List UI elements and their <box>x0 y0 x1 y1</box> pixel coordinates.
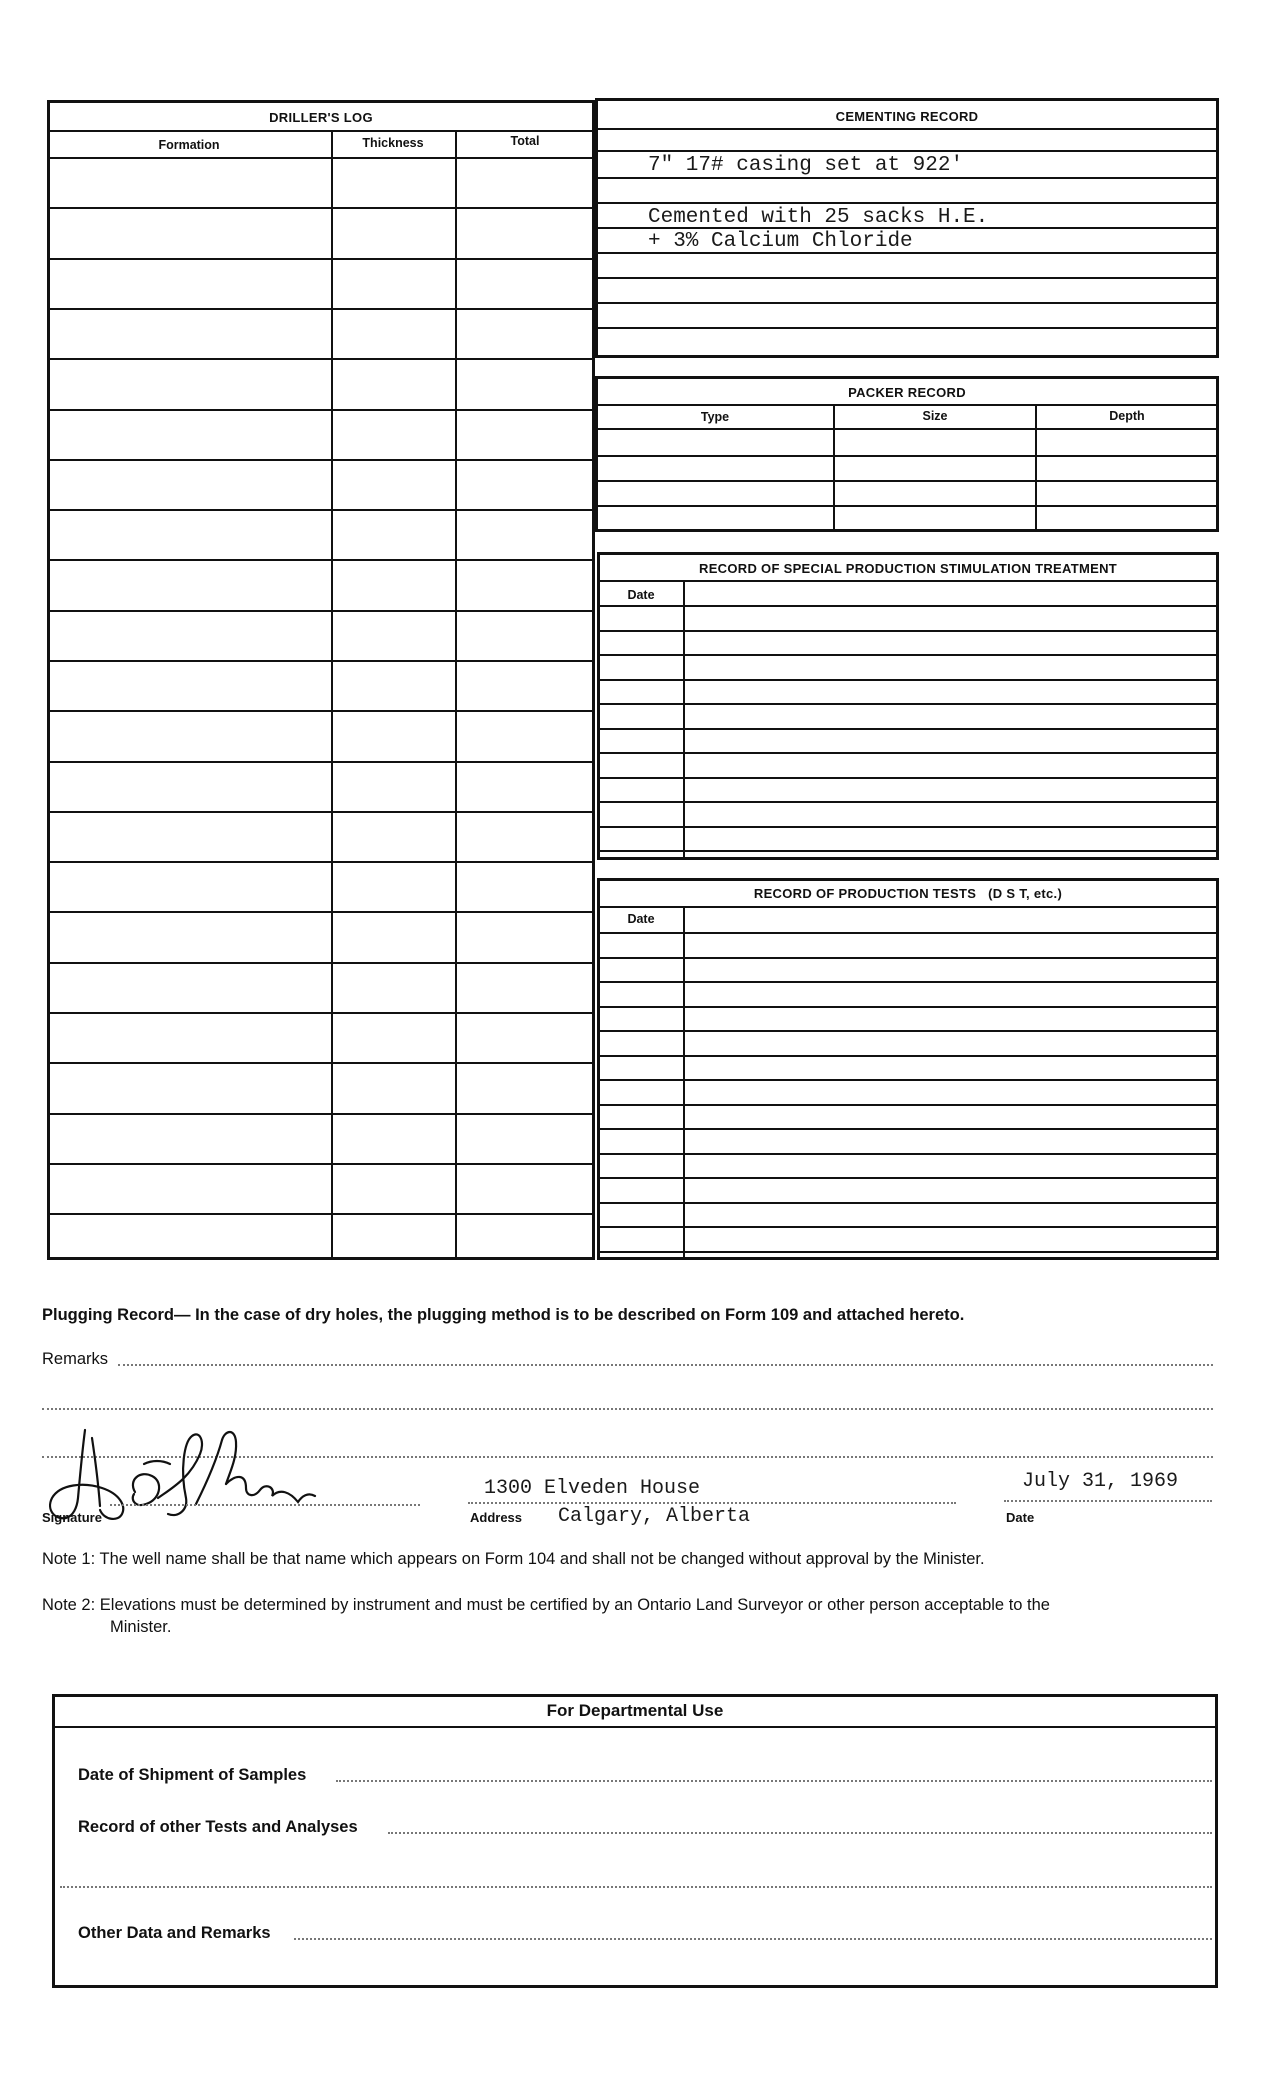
drillers-log-col-total: Total <box>510 134 540 148</box>
shipment-label: Date of Shipment of Samples <box>78 1766 307 1784</box>
stimulation-row-line <box>597 801 1219 803</box>
stimulation-date-label: Date <box>627 588 655 602</box>
stimulation-row-line <box>597 752 1219 754</box>
production-tests-row-line <box>597 981 1219 983</box>
drillers-log-row-line <box>47 911 595 913</box>
remarks-line-2[interactable] <box>42 1408 1213 1410</box>
drillers-log-row-line <box>47 811 595 813</box>
drillers-log-row-line <box>47 1012 595 1014</box>
signature-label: Signature <box>42 1510 102 1525</box>
production-tests-row-line <box>597 957 1219 959</box>
drillers-log-row-line <box>47 308 595 310</box>
drillers-log-row-line <box>47 761 595 763</box>
packer-col-type: Type <box>700 410 730 424</box>
other-data-label: Other Data and Remarks <box>78 1924 271 1942</box>
date-line[interactable] <box>1004 1500 1212 1502</box>
production-tests-date-label: Date <box>627 912 655 926</box>
plugging-record-label: Plugging Record <box>42 1306 174 1324</box>
remarks-line-1[interactable] <box>118 1364 1213 1366</box>
production-tests-title <box>597 886 1219 901</box>
address-label: Address <box>470 1510 523 1525</box>
drillers-log-row-line <box>47 1113 595 1115</box>
other-data-line[interactable] <box>294 1938 1212 1940</box>
production-tests-row-line <box>597 1104 1219 1106</box>
departmental-use-title: For Departmental Use <box>546 1701 724 1720</box>
drillers-log-row-line <box>47 559 595 561</box>
drillers-log-row-line <box>47 1163 595 1165</box>
production-tests-title-text: RECORD OF PRODUCTION TESTS <box>753 886 977 901</box>
production-tests-row-line <box>597 1177 1219 1179</box>
drillers-log-col-formation: Formation <box>158 138 220 152</box>
address-line-1: 1300 Elveden House <box>484 1477 701 1500</box>
production-tests-row-line <box>597 1251 1219 1253</box>
production-tests-row-line <box>597 1226 1219 1228</box>
remarks-label: Remarks <box>42 1350 109 1368</box>
drillers-log-row-line <box>47 861 595 863</box>
production-tests-row-line <box>597 1030 1219 1032</box>
drillers-log-row-line <box>47 710 595 712</box>
signature-line[interactable] <box>110 1504 420 1506</box>
stimulation-row-line <box>597 826 1219 828</box>
drillers-log-row-line <box>47 258 595 260</box>
plugging-record-text: — In the case of dry holes, the plugging method is to be described on Form 109 and attached hereto. <box>174 1306 965 1324</box>
drillers-log-row-line <box>47 660 595 662</box>
packer-col-depth: Depth <box>1109 409 1145 423</box>
drillers-log-row-line <box>47 459 595 461</box>
note-2: Note 2: Elevations must be determined by instrument and must be certified by an Ontario Land Surveyor or other person acceptable to the <box>42 1596 1050 1614</box>
production-tests-row-line <box>597 1202 1219 1204</box>
packer-col-size: Size <box>922 409 948 423</box>
drillers-log-row-line <box>47 358 595 360</box>
production-tests-row-line <box>597 1055 1219 1057</box>
cementing-record-title: CEMENTING RECORD <box>835 109 979 124</box>
drillers-log-row-line <box>47 962 595 964</box>
other-tests-line[interactable] <box>388 1832 1212 1834</box>
stimulation-row-line <box>597 654 1219 656</box>
cementing-line-1: 7" 17# casing set at 922' <box>648 154 964 177</box>
drillers-log-row-line <box>47 509 595 511</box>
date-label: Date <box>1006 1510 1035 1525</box>
production-tests-row-line <box>597 932 1219 934</box>
address-line[interactable] <box>468 1502 956 1504</box>
stimulation-row-line <box>597 777 1219 779</box>
production-tests-title-suffix: (D S T, etc.) <box>988 886 1063 901</box>
stimulation-record-title: RECORD OF SPECIAL PRODUCTION STIMULATION TREATMENT <box>699 561 1117 576</box>
drillers-log-table <box>47 100 595 1260</box>
drillers-log-title: DRILLER'S LOG <box>269 110 373 125</box>
shipment-line[interactable] <box>336 1780 1212 1782</box>
stimulation-record-box <box>597 552 1219 860</box>
stimulation-row-line <box>597 630 1219 632</box>
plugging-record <box>42 1306 964 1325</box>
drillers-log-row-line <box>47 207 595 209</box>
drillers-log-row-line <box>47 157 595 159</box>
note-2-continued: Minister. <box>110 1618 172 1636</box>
address-line-2: Calgary, Alberta <box>558 1505 751 1528</box>
other-tests-label: Record of other Tests and Analyses <box>78 1818 358 1836</box>
cementing-line-2: Cemented with 25 sacks H.E. <box>648 206 989 229</box>
drillers-log-row-line <box>47 409 595 411</box>
cementing-line-3: + 3% Calcium Chloride <box>648 230 913 253</box>
packer-record-title: PACKER RECORD <box>848 385 966 400</box>
stimulation-row-line <box>597 679 1219 681</box>
note-1: Note 1: The well name shall be that name which appears on Form 104 and shall not be changed without approval by the Minister. <box>42 1550 985 1568</box>
drillers-log-row-line <box>47 1213 595 1215</box>
stimulation-row-line <box>597 728 1219 730</box>
date-value: July 31, 1969 <box>1022 1470 1179 1493</box>
drillers-log-row-line <box>47 1062 595 1064</box>
drillers-log-row-line <box>47 610 595 612</box>
production-tests-row-line <box>597 1006 1219 1008</box>
departmental-use-box <box>52 1694 1218 1988</box>
blank-line[interactable] <box>60 1886 1212 1888</box>
stimulation-row-line <box>597 605 1219 607</box>
production-tests-row-line <box>597 1153 1219 1155</box>
stimulation-row-line <box>597 850 1219 852</box>
production-tests-row-line <box>597 1079 1219 1081</box>
stimulation-row-line <box>597 703 1219 705</box>
production-tests-row-line <box>597 1128 1219 1130</box>
drillers-log-col-thickness: Thickness <box>362 136 424 150</box>
